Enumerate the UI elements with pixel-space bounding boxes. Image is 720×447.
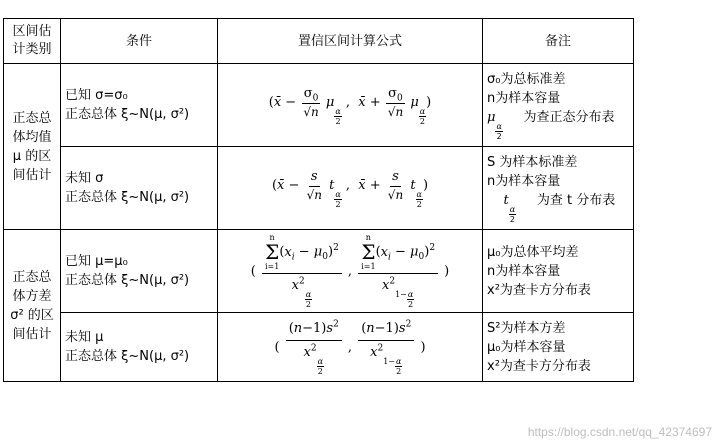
- table-row: [4, 313, 634, 382]
- formula-cell: [218, 64, 483, 147]
- formula-cell: [218, 313, 483, 382]
- formula-known-sigma: (x̄ − $\frac{\sigma_0}{√n}$ μ $\frac{\alpha}{2}$ , x̄ + $\frac{\sigma_0}{√n}$ μ $\frac{\alpha}{2}$ ): [268, 85, 432, 126]
- formula-cell: [218, 230, 483, 313]
- table-row: [4, 147, 634, 230]
- notes-cell: μ₀为总体平均差 n为样本容量 x²为查卡方分布表: [483, 230, 634, 313]
- table-row: [4, 230, 634, 313]
- notes-cell: S 为样本标准差 n为样本容量 t $\frac{\alpha}{2}$ 为查 t 分布表: [483, 147, 634, 230]
- condition-cell: 未知 μ 正态总体 ξ~N(μ, σ²): [61, 313, 218, 382]
- condition-cell: 已知 σ=σ₀ 正态总体 ξ~N(μ, σ²): [61, 64, 218, 147]
- notes-cell: S²为样本方差 μ₀为样本容量 x²为查卡方分布表: [483, 313, 634, 382]
- table-row: [4, 64, 634, 147]
- condition-cell: 未知 σ 正态总体 ξ~N(μ, σ²): [61, 147, 218, 230]
- formula-cell: [218, 147, 483, 230]
- formula-unknown-sigma: (x̄ − $\frac{s}{√n}$ t $\frac{\alpha}{2}$ , x̄ + $\frac{s}{√n}$ t $\frac{\alpha}{2}$ ): [271, 168, 429, 209]
- notes-cell: σ₀为总标准差 n为样本容量 μ $\frac{\alpha}{2}$ 为查正态分布表: [483, 64, 634, 147]
- formula-unknown-mu: ( $(n-1)s^2$ $x^2$ $\frac{\alpha}{2}$ , $(n-1)s^2$ $x^2_{1-}$ $\frac{\alpha}{2}$ ): [274, 319, 426, 376]
- header-formula: 置信区间计算公式: [218, 19, 483, 64]
- category-mean: 正态总 体均值 μ 的区 间估计: [4, 64, 61, 230]
- formula-known-mu: ( n Σ i=1 $(x_i - \mu_0)^2$ $x^2$ $\frac{\alpha}{2}$ , n Σ i=1 $(x_i - \mu_0)^2$ $x^2_{1-}$ $\frac{\alpha}{2}$ ): [250, 233, 450, 309]
- confidence-interval-table: [3, 18, 634, 382]
- watermark: https://blog.csdn.net/qq_42374697: [527, 425, 712, 439]
- header-row: [4, 19, 634, 64]
- header-notes: 备注: [483, 19, 634, 64]
- header-category: 区间估 计类别: [4, 19, 61, 64]
- category-variance: 正态总 体方差 σ² 的区 间估计: [4, 230, 61, 382]
- condition-cell: 已知 μ=μ₀ 正态总体 ξ~N(μ, σ²): [61, 230, 218, 313]
- header-condition: 条件: [61, 19, 218, 64]
